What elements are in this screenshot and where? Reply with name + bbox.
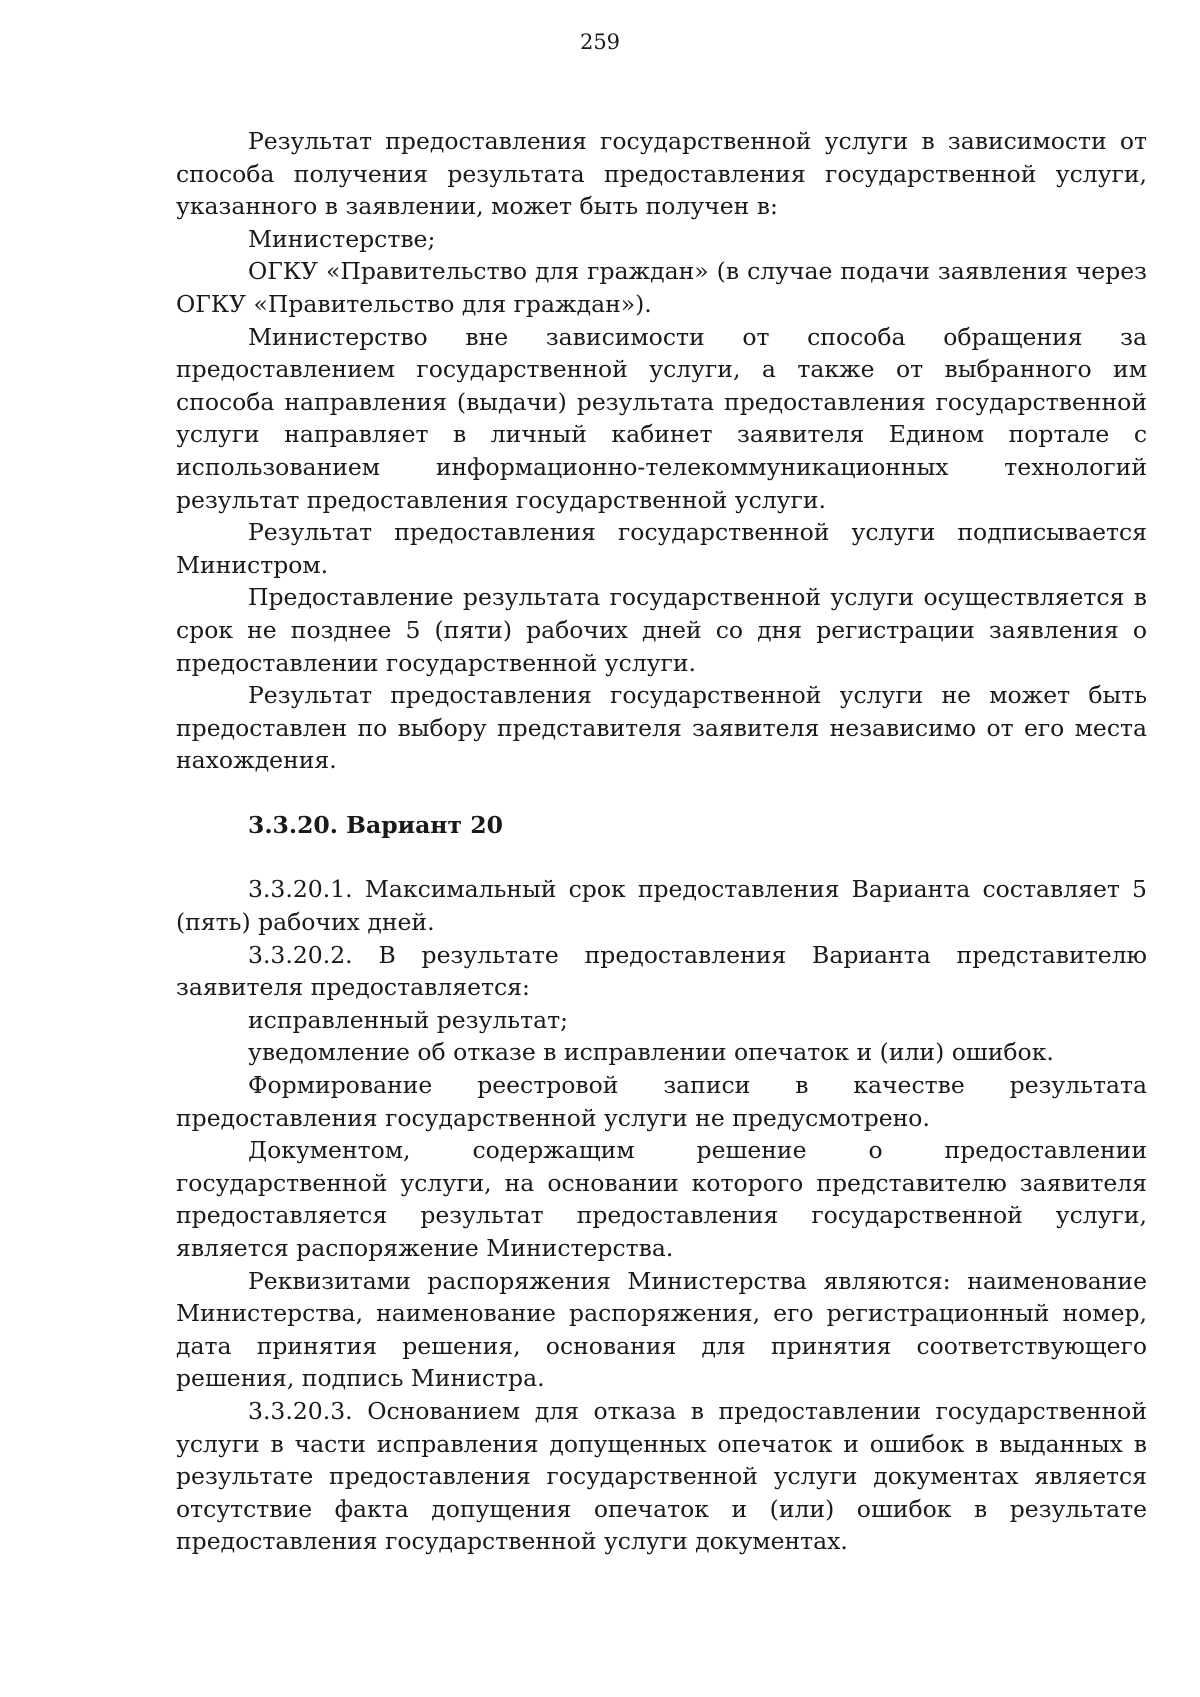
- paragraph-deadline: Предоставление результата государственной услуги осуществляется в срок не позднее 5 (пяти) рабочих дней со дня регистрации заявления о предоставлении государственной услуги.: [176, 583, 1147, 677]
- paragraph-order-requisites: Реквизитами распоряжения Министерства являются: наименование Министерства, наименование распоряжения, его регистрационный номер, дата принятия решения, основания для принятия соответствующего решения, подпись Министра.: [176, 1266, 1147, 1393]
- paragraph-3-3-20-2: 3.3.20.2. В результате предоставления Варианта представителю заявителя предоставляется:: [176, 940, 1147, 1002]
- section-heading: 3.3.20. Вариант 20: [248, 810, 503, 839]
- paragraph-result-receipt: Результат предоставления государственной услуги в зависимости от способа получения результата предоставления государственной услуги, указанного в заявлении, может быть получен в:: [176, 127, 1147, 221]
- paragraph-ministry: Министерстве;: [248, 224, 436, 253]
- document-body: [176, 125, 1147, 1558]
- paragraph-decision-document: Документом, содержащим решение о предоставлении государственной услуги, на основании которого представителю заявителя предоставляется результат предоставления государственной услуги, является распоряжение Министерства.: [176, 1136, 1147, 1262]
- page-number: 259: [579, 30, 621, 54]
- paragraph-signed-by-minister: Результат предоставления государственной услуги подписывается Министром.: [176, 518, 1147, 579]
- paragraph-registry-record: Формирование реестровой записи в качестве результата предоставления государственной услуги не предусмотрено.: [176, 1071, 1147, 1132]
- paragraph-3-3-20-1: 3.3.20.1. Максимальный срок предоставления Варианта составляет 5 (пять) рабочих дней.: [176, 875, 1147, 937]
- paragraph-location-independence: Результат предоставления государственной услуги не может быть предоставлен по выбору представителя заявителя независимо от его места нахождения.: [176, 681, 1147, 775]
- paragraph-ogku: ОГКУ «Правительство для граждан» (в случае подачи заявления через ОГКУ «Правительство для граждан»).: [176, 257, 1147, 318]
- list-item-refusal-notice: уведомление об отказе в исправлении опечаток и (или) ошибок.: [248, 1038, 1054, 1067]
- paragraph-personal-account: Министерство вне зависимости от способа обращения за предоставлением государственной услуги, а также от выбранного им способа направления (выдачи) результата предоставления государственной услуги направляет в личный кабинет заявителя Едином портале с использованием информационно-телекоммуникационных технологий результат предоставления государственной услуги.: [176, 322, 1147, 514]
- list-item-corrected-result: исправленный результат;: [248, 1005, 569, 1034]
- paragraph-3-3-20-3: 3.3.20.3. Основанием для отказа в предоставлении государственной услуги в части исправления допущенных опечаток и ошибок в выданных в результате предоставления государственной услуги документах является отсутствие факта допущения опечаток и (или) ошибок в результате предоставления государственной услуги документах.: [176, 1396, 1147, 1556]
